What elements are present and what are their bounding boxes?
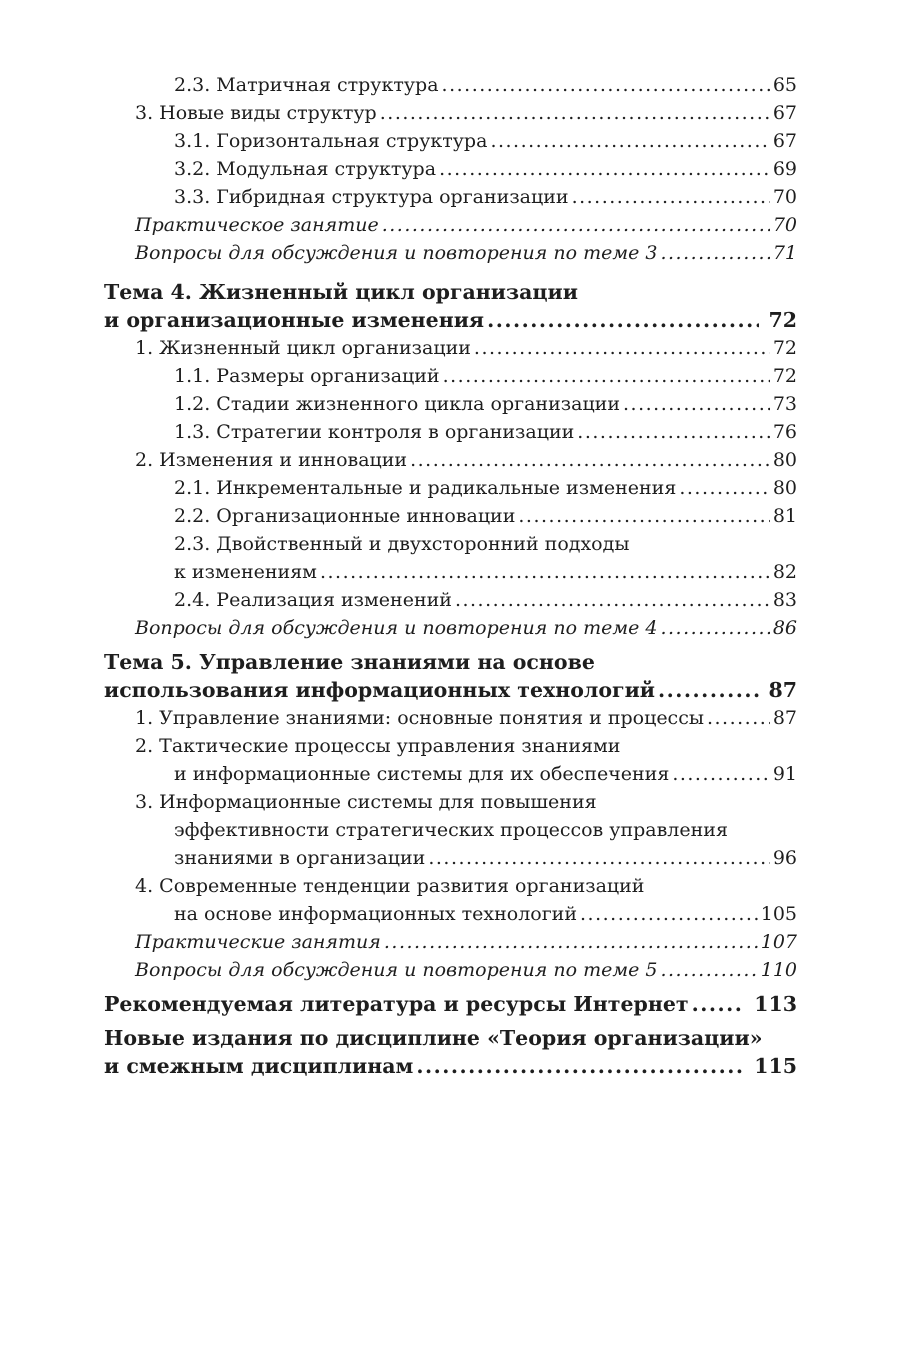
leader-dots [428, 844, 769, 872]
toc-entry[interactable] [104, 71, 797, 99]
toc-entry-title: 3.3. Гибридная структура организации [174, 186, 569, 208]
leader-dots [672, 760, 770, 788]
toc-entry-questions[interactable] [104, 956, 797, 984]
leader-dots [660, 956, 757, 984]
topic-title-line: Новые издания по дисциплине «Теория организации» [104, 1026, 763, 1050]
leader-dots [380, 99, 770, 127]
toc-literature[interactable] [104, 990, 797, 1018]
toc-entry-title: 2.3. Матричная структура [174, 74, 439, 96]
leader-dots [577, 418, 770, 446]
toc-entry-page: 70 [772, 186, 797, 208]
topic-page: 72 [768, 308, 797, 332]
toc-entry[interactable] [104, 334, 797, 362]
leader-dots [439, 155, 770, 183]
leader-dots [572, 183, 770, 211]
toc-entry-title: 3. Информационные системы для повышения [135, 791, 597, 813]
leader-dots [443, 362, 770, 390]
toc-entry[interactable] [104, 418, 797, 446]
topic-title-line: и смежным дисциплинам [104, 1054, 414, 1078]
toc-entry-title: 2. Тактические процессы управления знаниями [135, 735, 621, 757]
leader-dots [442, 71, 770, 99]
toc-entry-page: 83 [772, 589, 797, 611]
toc-entry-title: Практические занятия [135, 931, 381, 953]
toc-entry-title: 2. Изменения и инновации [135, 449, 408, 471]
leader-dots [623, 390, 770, 418]
toc-entry-page: 105 [760, 903, 797, 925]
topic-page: 115 [754, 1054, 797, 1078]
toc-entry[interactable] [104, 127, 797, 155]
toc-entry-title: Вопросы для обсуждения и повторения по теме 3 [135, 242, 658, 264]
toc-new-editions[interactable] [104, 1024, 797, 1080]
leader-dots [692, 990, 746, 1018]
leader-dots [658, 676, 759, 704]
toc-entry[interactable] [104, 788, 797, 872]
toc-entry-page: 76 [772, 421, 797, 443]
table-of-contents [104, 71, 797, 1080]
toc-entry-page: 96 [772, 847, 797, 869]
leader-dots [660, 239, 769, 267]
toc-entry[interactable] [104, 99, 797, 127]
toc-entry[interactable] [104, 446, 797, 474]
toc-entry[interactable] [104, 586, 797, 614]
toc-entry-questions[interactable] [104, 239, 797, 267]
toc-entry[interactable] [104, 502, 797, 530]
toc-entry-title: Практическое занятие [135, 214, 379, 236]
toc-entry-page: 87 [772, 707, 797, 729]
toc-entry-page: 65 [772, 74, 797, 96]
toc-entry[interactable] [104, 390, 797, 418]
toc-entry-page: 80 [772, 477, 797, 499]
leader-dots [490, 127, 769, 155]
toc-entry-title: 1.1. Размеры организаций [174, 365, 440, 387]
toc-entry-title: 3.1. Горизонтальная структура [174, 130, 488, 152]
leader-dots [384, 928, 758, 956]
toc-topic-4[interactable] [104, 278, 797, 334]
leader-dots [679, 474, 769, 502]
toc-entry-page: 67 [772, 102, 797, 124]
leader-dots [416, 1052, 745, 1080]
leader-dots [580, 900, 758, 928]
toc-topic-5[interactable] [104, 648, 797, 704]
leader-dots [660, 614, 769, 642]
toc-entry-page: 72 [772, 365, 797, 387]
toc-entry-page: 110 [760, 959, 797, 981]
toc-entry-title: 2.3. Двойственный и двухсторонний подходы [174, 533, 630, 555]
toc-entry-page: 73 [772, 393, 797, 415]
topic-title-line: Рекомендуемая литература и ресурсы Интернет [104, 992, 689, 1016]
toc-entry-practice[interactable] [104, 928, 797, 956]
toc-entry-title-cont: на основе информационных технологий [174, 903, 577, 925]
toc-entry-page: 72 [772, 337, 797, 359]
leader-dots [410, 446, 770, 474]
toc-entry-page: 67 [772, 130, 797, 152]
toc-entry-title: Вопросы для обсуждения и повторения по теме 5 [135, 959, 658, 981]
topic-title-line: Тема 4. Жизненный цикл организации [104, 280, 578, 304]
leader-dots [382, 211, 770, 239]
toc-entry-title-cont: к изменениям [174, 561, 317, 583]
toc-entry-page: 82 [772, 561, 797, 583]
toc-entry-page: 86 [772, 617, 797, 639]
toc-entry-title: 1. Жизненный цикл организации [135, 337, 471, 359]
toc-entry-title: Вопросы для обсуждения и повторения по теме 4 [135, 617, 658, 639]
toc-entry[interactable] [104, 530, 797, 586]
toc-entry[interactable] [104, 155, 797, 183]
toc-entry-title: 2.1. Инкрементальные и радикальные изменения [174, 477, 677, 499]
toc-entry-title: 1. Управление знаниями: основные понятия и процессы [135, 707, 704, 729]
toc-entry-page: 81 [772, 505, 797, 527]
topic-page: 87 [768, 678, 797, 702]
toc-entry-page: 80 [772, 449, 797, 471]
topic-title-line: и организационные изменения [104, 308, 485, 332]
leader-dots [487, 306, 759, 334]
toc-entry-title: 1.3. Стратегии контроля в организации [174, 421, 575, 443]
leader-dots [707, 704, 770, 732]
toc-entry-title: 2.2. Организационные инновации [174, 505, 516, 527]
toc-entry-practice[interactable] [104, 211, 797, 239]
topic-page: 113 [754, 992, 797, 1016]
toc-entry-title: 4. Современные тенденции развития организаций [135, 875, 645, 897]
toc-entry-questions[interactable] [104, 614, 797, 642]
toc-entry-page: 70 [772, 214, 797, 236]
toc-entry[interactable] [104, 704, 797, 732]
toc-entry-title-cont: знаниями в организации [174, 847, 426, 869]
toc-entry[interactable] [104, 872, 797, 928]
toc-entry-title-cont: и информационные системы для их обеспечения [174, 763, 670, 785]
toc-entry-title-cont: эффективности стратегических процессов управления [174, 819, 728, 841]
toc-entry[interactable] [104, 183, 797, 211]
toc-entry-title: 3. Новые виды структур [135, 102, 377, 124]
leader-dots [474, 334, 770, 362]
toc-entry[interactable] [104, 362, 797, 390]
toc-entry-page: 71 [772, 242, 797, 264]
toc-entry-title: 2.4. Реализация изменений [174, 589, 452, 611]
toc-entry-title: 3.2. Модульная структура [174, 158, 437, 180]
leader-dots [320, 558, 770, 586]
toc-entry-page: 91 [772, 763, 797, 785]
toc-entry-page: 107 [760, 931, 797, 953]
leader-dots [455, 586, 770, 614]
leader-dots [518, 502, 769, 530]
toc-entry-page: 69 [772, 158, 797, 180]
toc-entry[interactable] [104, 732, 797, 788]
topic-title-line: использования информационных технологий [104, 678, 655, 702]
toc-entry-title: 1.2. Стадии жизненного цикла организации [174, 393, 620, 415]
topic-title-line: Тема 5. Управление знаниями на основе [104, 650, 595, 674]
toc-entry[interactable] [104, 474, 797, 502]
